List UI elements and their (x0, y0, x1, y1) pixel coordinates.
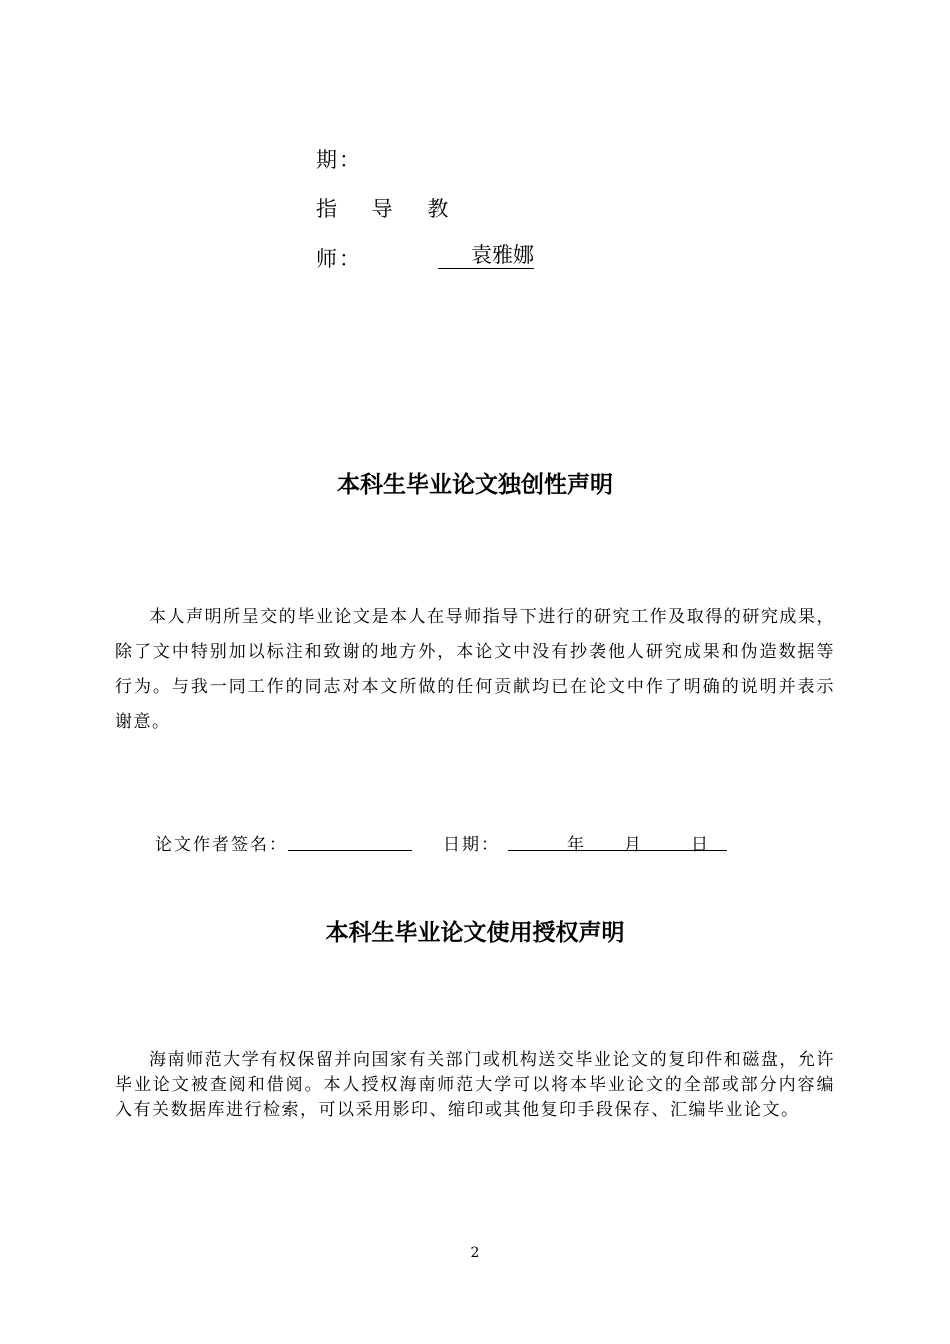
day-label: 日 (691, 835, 710, 855)
page-number: 2 (470, 1245, 480, 1261)
month-label: 月 (624, 835, 643, 855)
advisor-name: 袁雅娜 (438, 242, 534, 269)
author-signature-label: 论文作者签名： (155, 835, 288, 855)
advisor-label-bottom: 师： (316, 247, 362, 271)
originality-body: 本人声明所呈交的毕业论文是本人在导师指导下进行的研究工作及取得的研究成果，除了文中特别加以标注和致谢的地方外，本论文中没有抄袭他人研究成果和伪造数据等行为。与我一同工作的同志对本文所做的任何贡献均已在论文中作了明确的说明并表示谢意。 (115, 607, 835, 732)
date-label: 期： (316, 148, 362, 172)
originality-title: 本科生毕业论文独创性声明 (337, 472, 613, 498)
authorization-title: 本科生毕业论文使用授权声明 (325, 920, 625, 946)
authorization-body: 海南师范大学有权保留并向国家有关部门或机构送交毕业论文的复印件和磁盘，允许毕业论文被查阅和借阅。本人授权海南师范大学可以将本毕业论文的全部或部分内容编入有关数据库进行检索，可以采用影印、缩印或其他复印手段保存、汇编毕业论文。 (115, 1050, 835, 1120)
author-signature-line (288, 850, 412, 851)
advisor-label-top: 指 导 教 (316, 197, 463, 221)
year-label: 年 (567, 835, 586, 855)
sign-date-label: 日期： (443, 835, 500, 855)
